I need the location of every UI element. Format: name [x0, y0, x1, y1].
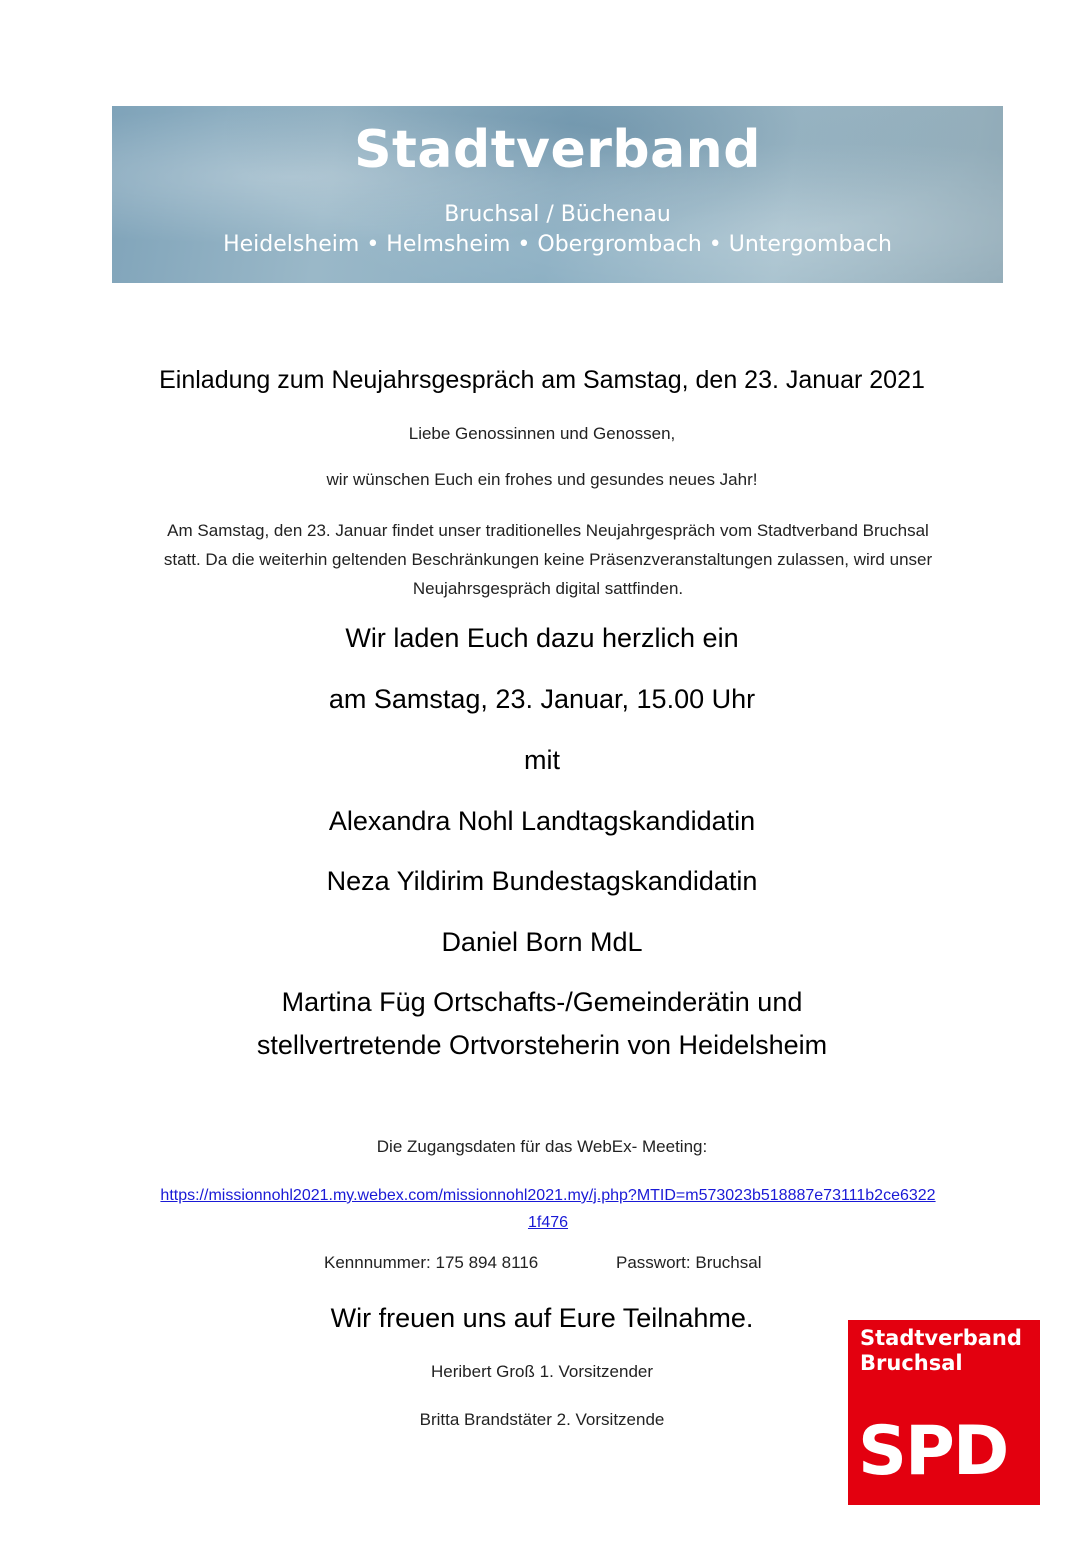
banner-title: Stadtverband	[354, 120, 761, 180]
access-label: Die Zugangsdaten für das WebEx- Meeting:	[376, 1137, 708, 1156]
webex-link-line-1[interactable]: https://missionnohl2021.my.webex.com/missionnohl2021.my/j.php?MTID=m573023b518887e73111b2ce6322	[160, 1187, 936, 1204]
spd-wordmark: SPD	[858, 1412, 1008, 1491]
meeting-id: Kennnummer: 175 894 8116	[324, 1253, 539, 1272]
wishes-text: wir wünschen Euch ein frohes und gesundes neues Jahr!	[326, 470, 758, 489]
closing-text: Wir freuen uns auf Eure Teilnahme.	[330, 1303, 754, 1333]
webex-link-line-2[interactable]: 1f476	[527, 1214, 569, 1231]
spd-logo	[848, 1320, 1040, 1505]
signature-first-chair: Heribert Groß 1. Vorsitzender	[430, 1362, 654, 1381]
invite-with-line: mit	[524, 745, 560, 775]
banner-subtitle-location: Bruchsal / Büchenau	[444, 202, 671, 227]
invite-date-line: am Samstag, 23. Januar, 15.00 Uhr	[328, 684, 756, 714]
intro-line-1: Am Samstag, den 23. Januar findet unser traditionelles Neujahrgespräch vom Stadtverband Bruchsal	[167, 521, 929, 540]
signature-second-chair: Britta Brandstäter 2. Vorsitzende	[419, 1410, 665, 1429]
meeting-password: Passwort: Bruchsal	[616, 1253, 762, 1272]
guest-alexandra-nohl: Alexandra Nohl Landtagskandidatin	[328, 806, 756, 836]
webex-meeting-link[interactable]	[120, 1182, 976, 1236]
invite-line: Wir laden Euch dazu herzlich ein	[345, 623, 739, 653]
guest-martina-fueg-line-2: stellvertretende Ortvorsteherin von Heidelsheim	[256, 1030, 828, 1060]
intro-line-3: Neujahrsgespräch digital sattfinden.	[412, 579, 684, 598]
header-banner	[112, 106, 1003, 283]
greeting-text: Liebe Genossinnen und Genossen,	[408, 424, 676, 443]
banner-subtitle-districts: Heidelsheim • Helmsheim • Obergrombach • Untergombach	[223, 232, 892, 257]
guest-neza-yildirim: Neza Yildirim Bundestagskandidatin	[326, 866, 758, 896]
guest-daniel-born: Daniel Born MdL	[441, 927, 643, 957]
spd-logo-text: Stadtverband Bruchsal	[860, 1326, 1022, 1375]
intro-line-2: statt. Da die weiterhin geltenden Beschränkungen keine Präsenzveranstaltungen zulassen, wird unser	[163, 550, 933, 569]
intro-paragraph	[128, 516, 968, 603]
guest-martina-fueg-line-1: Martina Füg Ortschafts-/Gemeinderätin und	[281, 987, 803, 1017]
invitation-heading: Einladung zum Neujahrsgespräch am Samstag, den 23. Januar 2021	[159, 366, 925, 394]
